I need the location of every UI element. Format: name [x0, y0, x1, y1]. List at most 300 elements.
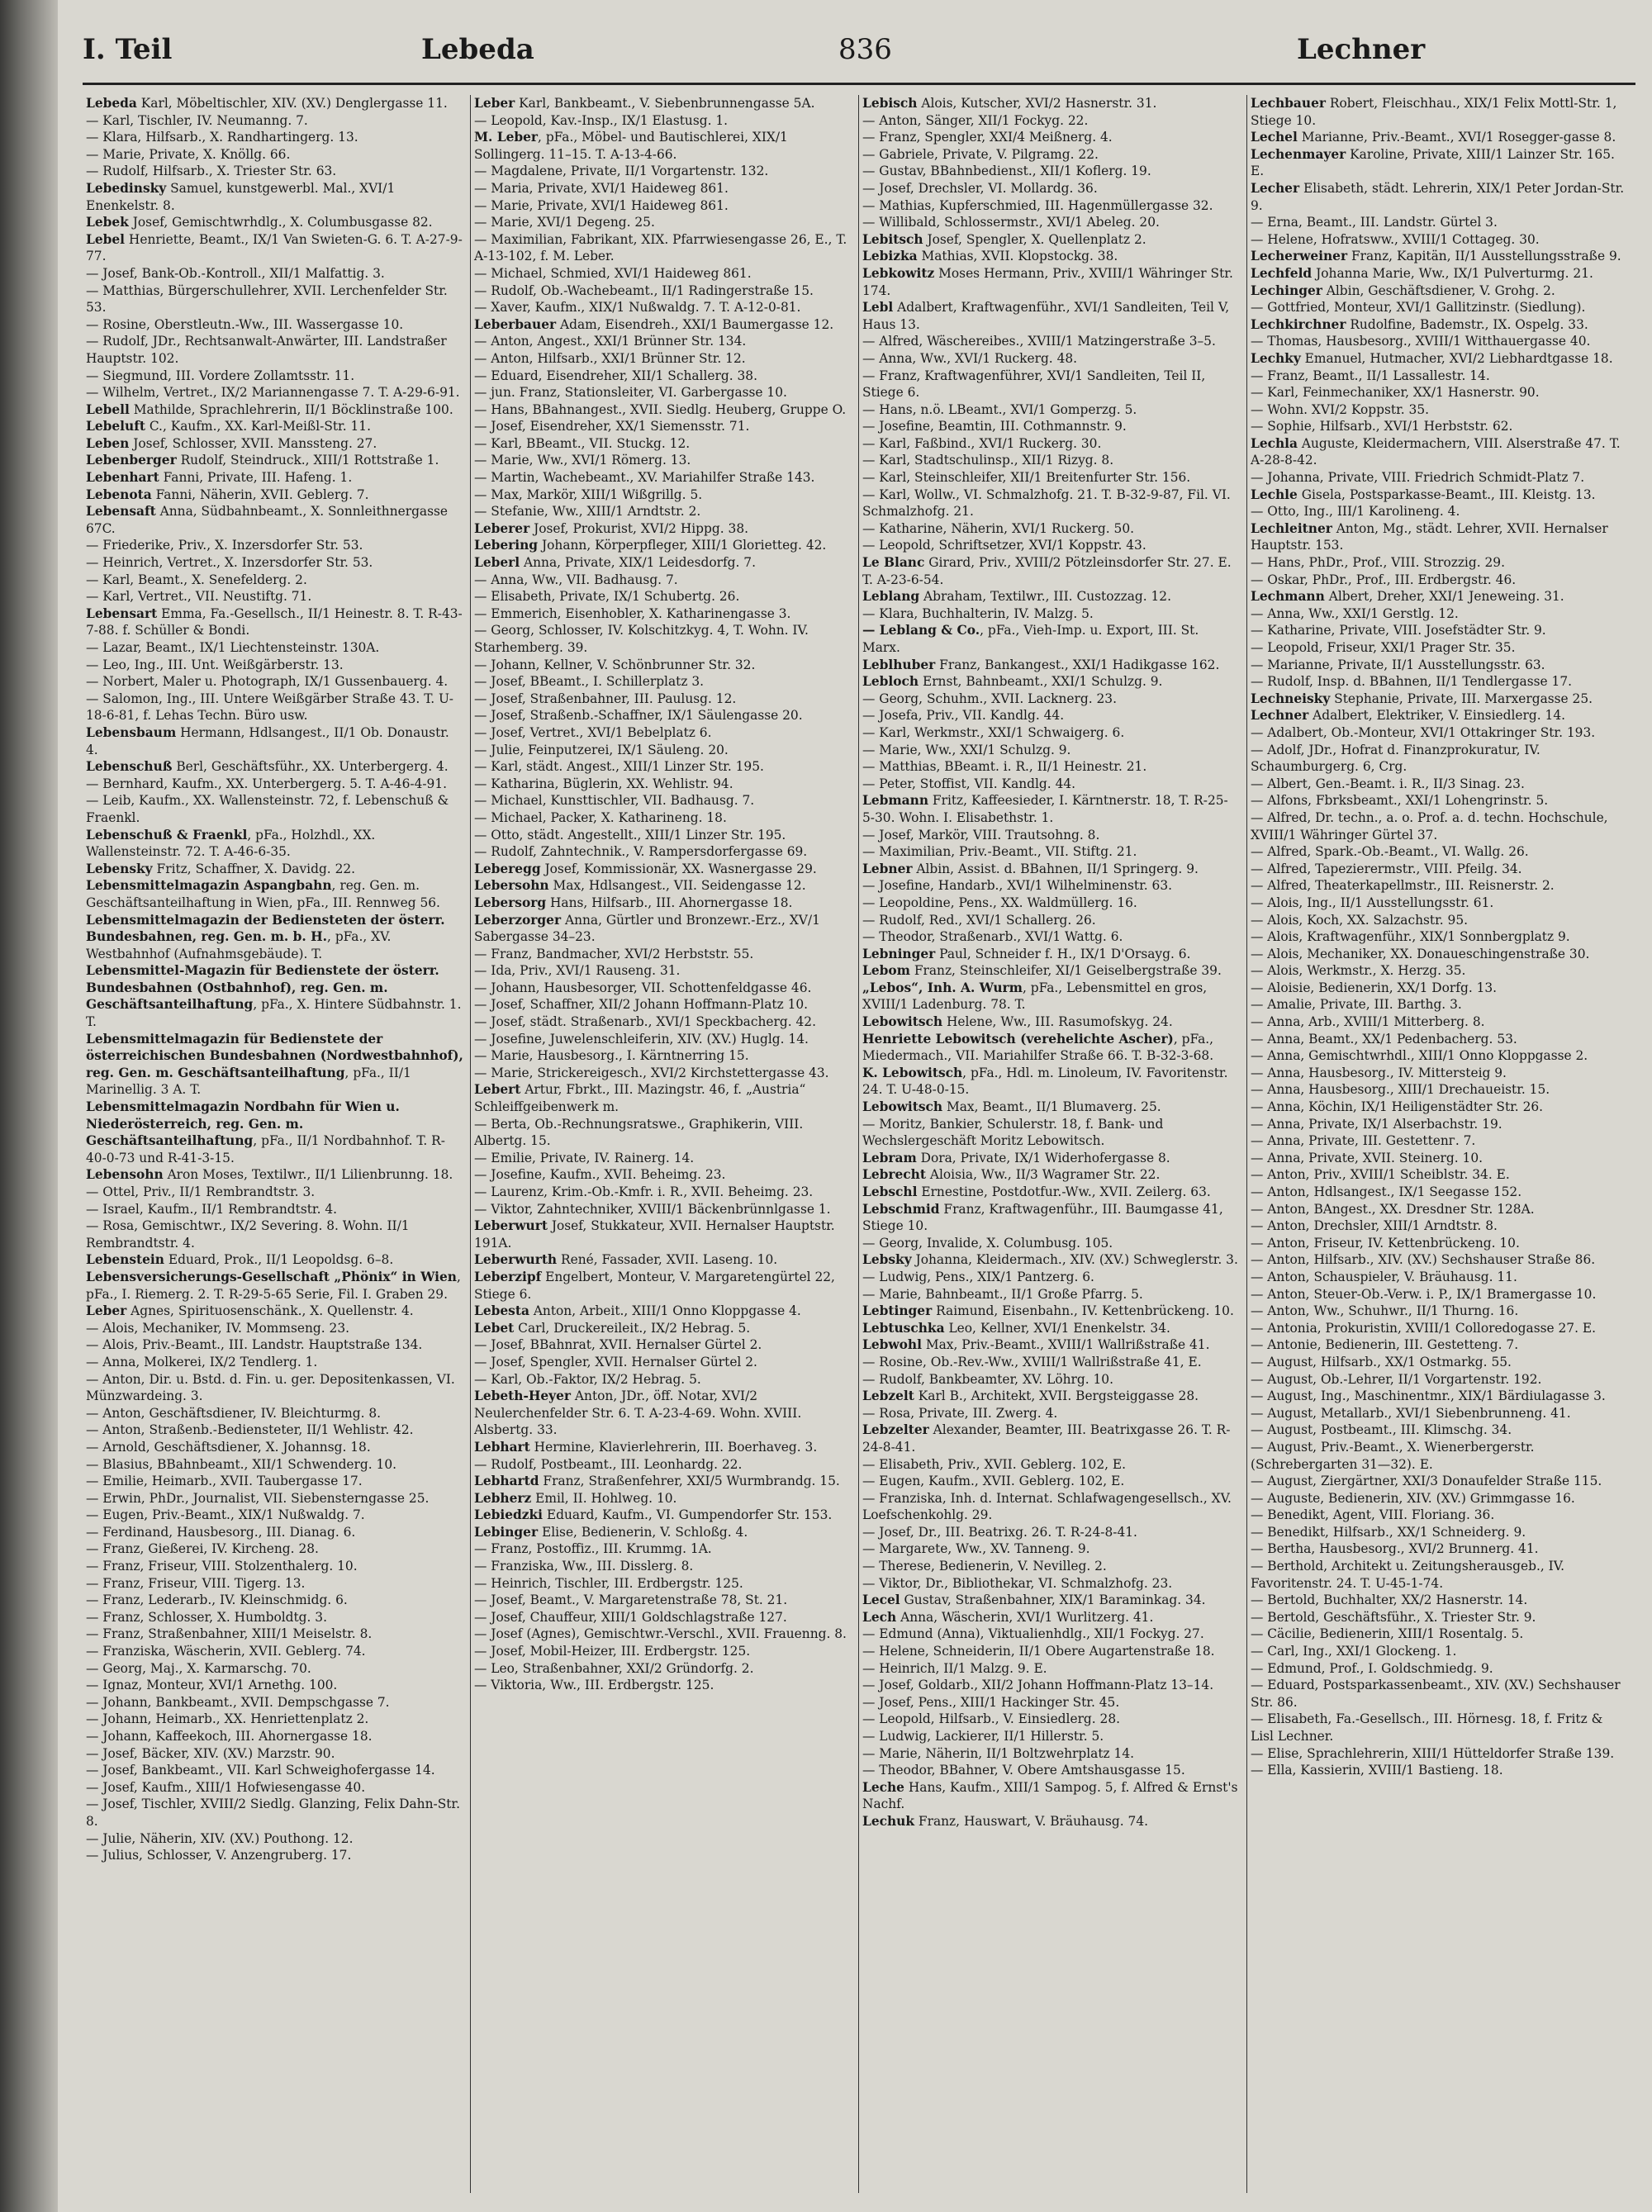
entry-text: Fanni, Private, III. Hafeng. 1. — [159, 470, 353, 486]
entry-text: — Josef, Drechsler, VI. Mollardg. 36. — [862, 180, 1098, 196]
entry-text: — Ferdinand, Hausbesorg., III. Dianag. 6. — [86, 1524, 356, 1540]
entry-text: — Blasius, BBahnbeamt., XII/1 Schwenderg. 10. — [86, 1456, 397, 1472]
entry-text: Aron Moses, Textilwr., II/1 Lilienbrunng. 18. — [163, 1167, 453, 1183]
entry-text: — Rudolf, Ob.-Wachebeamt., II/1 Radingerstraße 15. — [474, 282, 814, 298]
entry-text: — Franz, Lederarb., IV. Kleinschmidg. 6. — [86, 1593, 348, 1608]
directory-entry — [862, 1336, 1240, 1354]
directory-entry — [862, 520, 1240, 538]
directory-entry — [862, 1201, 1240, 1235]
directory-entry — [1251, 1507, 1629, 1524]
directory-entry — [86, 384, 463, 401]
entry-text: — Marie, Private, X. Knöllg. 66. — [86, 146, 291, 162]
entry-heading: Lebenschuß & Fraenkl — [86, 827, 248, 843]
entry-text: — Theodor, BBahner, V. Obere Amtshausgasse 15. — [862, 1763, 1185, 1778]
directory-entry — [474, 724, 852, 742]
directory-entry — [1251, 912, 1629, 929]
entry-text: Anna, Südbahnbeamt., X. Sonnleithnergasse 67C. — [86, 504, 449, 536]
entry-text: Ernestine, Postdotfur.-Ww., XVII. Zeilerg. 63. — [917, 1184, 1211, 1199]
directory-entry — [1251, 1405, 1629, 1422]
directory-entry — [86, 1796, 463, 1830]
directory-entry — [862, 180, 1240, 197]
entry-heading: Leberzipf — [474, 1269, 542, 1284]
entry-text: — Marie, Hausbesorg., I. Kärntnerring 15. — [474, 1048, 749, 1064]
directory-entry — [1251, 1099, 1629, 1116]
directory-entry — [862, 776, 1240, 793]
directory-entry — [474, 776, 852, 793]
directory-entry — [474, 1201, 852, 1218]
entry-text: — Bertha, Hausbesorg., XVI/2 Brunnerg. 41. — [1251, 1541, 1539, 1557]
entry-heading: Lebensmittel-Magazin für Bedienstete der österr. Bundesbahnen (Ostbahnhof), reg. Gen. m. Geschäftsanteilhaftung — [86, 963, 439, 1013]
directory-entry — [1251, 657, 1629, 674]
entry-text: Max, Priv.-Beamt., XVIII/1 Wallrißstraße 41. — [921, 1337, 1210, 1353]
entry-text: — Alois, Mechaniker, XX. Donaueschingenstraße 30. — [1251, 946, 1590, 961]
directory-entry — [862, 299, 1240, 333]
column-2 — [471, 95, 859, 2193]
directory-entry — [1251, 95, 1629, 129]
entry-text: Auguste, Kleidermachern, VIII. Alserstraße 47. T. A-28-8-42. — [1251, 435, 1621, 468]
directory-entry — [86, 1609, 463, 1626]
entry-text: Karl, Möbeltischler, XIV. (XV.) Denglergasse 11. — [136, 96, 448, 111]
entry-text: — Aloisie, Bedienerin, XX/1 Dorfg. 13. — [1251, 980, 1498, 995]
directory-entry — [86, 912, 463, 963]
entry-text: Fritz, Schaffner, X. Davidg. 22. — [152, 861, 356, 876]
entry-text: , pFa., Möbel- und Bautischlerei, XIX/1 Sollingerg. 11–15. T. A-13-4-66. — [474, 130, 788, 162]
directory-entry — [862, 146, 1240, 164]
directory-entry — [862, 1286, 1240, 1303]
directory-entry — [86, 487, 463, 504]
directory-entry — [862, 452, 1240, 469]
entry-text: — Marie, XVI/1 Degeng. 25. — [474, 215, 655, 230]
entry-text: — Emmerich, Eisenhobler, X. Katharinengasse 3. — [474, 605, 791, 621]
directory-entry — [862, 1524, 1240, 1541]
directory-entry — [86, 962, 463, 1030]
directory-entry — [1251, 1371, 1629, 1388]
directory-entry — [1251, 996, 1629, 1013]
entry-heading: Lebinger — [474, 1524, 539, 1540]
directory-entry — [1251, 129, 1629, 146]
entry-text: — Michael, Kunsttischler, VII. Badhausg. 7. — [474, 793, 755, 809]
entry-heading: Leblang — [862, 589, 920, 605]
entry-heading: Lebrecht — [862, 1167, 926, 1183]
directory-entry — [862, 707, 1240, 724]
entry-heading: Lechneisky — [1251, 691, 1331, 706]
directory-entry — [474, 469, 852, 487]
directory-entry — [1251, 1540, 1629, 1558]
entry-text: Artur, Fbrkt., III. Mazingstr. 46, f. „Austria“ Schleiffgeibenwerk m. — [474, 1082, 806, 1115]
entry-text: — Friederike, Priv., X. Inzersdorfer Str. 53. — [86, 538, 363, 553]
directory-entry — [86, 401, 463, 419]
directory-entry — [86, 95, 463, 112]
entry-text: , pFa., Vieh-Imp. u. Export, III. St. Marx. — [862, 623, 1199, 655]
directory-entry — [86, 877, 463, 911]
directory-entry — [86, 1371, 463, 1405]
directory-entry — [474, 843, 852, 861]
directory-entry — [862, 537, 1240, 554]
entry-text: Mathias, XVII. Klopstockg. 38. — [917, 249, 1118, 264]
entry-heading: Lebering — [474, 538, 539, 553]
directory-entry — [474, 1218, 852, 1251]
directory-entry — [474, 1490, 852, 1507]
entry-heading: Lebell — [86, 401, 130, 417]
entry-text: — Franziska, Inh. d. Internat. Schlafwagengesellsch., XV. Loefschenkohlg. 29. — [862, 1490, 1232, 1523]
directory-entry — [1251, 1626, 1629, 1643]
entry-text: — Josef, Bank-Ob.-Kontroll., XII/1 Malfattig. 3. — [86, 265, 385, 281]
directory-entry — [1251, 1047, 1629, 1065]
entry-text: — Siegmund, III. Vordere Zollamtsstr. 11. — [86, 368, 355, 383]
entry-text: — Maria, Private, XVI/1 Haideweg 861. — [474, 180, 729, 196]
entry-text: — Anna, Gemischtwrhdl., XIII/1 Onno Kloppgasse 2. — [1251, 1048, 1588, 1064]
entry-text: — Anna, Private, XVII. Steinerg. 10. — [1251, 1150, 1483, 1165]
entry-text: — Anna, Ww., VII. Badhausg. 7. — [474, 572, 678, 587]
entry-heading: Lecherweiner — [1251, 249, 1348, 264]
directory-entry — [1251, 1524, 1629, 1541]
directory-entry — [1251, 1677, 1629, 1711]
entry-heading: Leberzorger — [474, 912, 562, 928]
entry-text: — jun. Franz, Stationsleiter, VI. Garbergasse 10. — [474, 385, 787, 401]
directory-entry — [86, 1558, 463, 1575]
entry-heading: Lebhartd — [474, 1474, 539, 1489]
entry-text: — Otto, Ing., III/1 Karolineng. 4. — [1251, 504, 1460, 520]
entry-text: — Anton, BAngest., XX. Dresdner Str. 128A. — [1251, 1201, 1535, 1217]
directory-entry — [474, 1081, 852, 1115]
directory-entry — [474, 1660, 852, 1678]
directory-entry — [1251, 487, 1629, 504]
entry-heading: Lebiedzki — [474, 1507, 544, 1523]
entry-text: — Hans, n.ö. LBeamt., XVI/1 Gomperzg. 5. — [862, 401, 1137, 417]
entry-text: — Johann, Kellner, V. Schönbrunner Str. 32. — [474, 657, 756, 672]
directory-entry — [1251, 1643, 1629, 1660]
entry-text: — August, Hilfsarb., XX/1 Ostmarkg. 55. — [1251, 1354, 1512, 1369]
entry-text: — Franz, Beamt., II/1 Lassallestr. 14. — [1251, 368, 1490, 383]
directory-entry — [474, 809, 852, 827]
directory-entry — [474, 792, 852, 809]
directory-entry — [1251, 861, 1629, 878]
directory-entry — [86, 1490, 463, 1507]
entry-text: — Anton, Friseur, IV. Kettenbrückeng. 10. — [1251, 1235, 1520, 1251]
directory-entry — [86, 792, 463, 826]
entry-text: — Anton, Ww., Schuhwr., II/1 Thurng. 16. — [1251, 1303, 1519, 1319]
entry-text: Adalbert, Elektriker, V. Einsiedlerg. 14. — [1308, 708, 1566, 724]
entry-text: — Karl, Vertret., VII. Neustiftg. 71. — [86, 589, 312, 605]
entry-text: — Arnold, Geschäftsdiener, X. Johannsg. 18. — [86, 1439, 371, 1455]
entry-heading: Lebensmittelmagazin Nordbahn für Wien u. Niederösterreich, reg. Gen. m. Geschäftsanteilhaftung — [86, 1099, 400, 1149]
entry-text: — Anna, Private, IX/1 Alserbachstr. 19. — [1251, 1116, 1502, 1132]
directory-entry — [474, 1371, 852, 1388]
entry-text: — Julie, Näherin, XIV. (XV.) Pouthong. 12. — [86, 1830, 354, 1846]
directory-entry — [474, 231, 852, 265]
directory-entry — [1251, 214, 1629, 231]
entry-text: — Leopold, Kav.-Insp., IX/1 Elastusg. 1. — [474, 112, 729, 128]
directory-entry — [1251, 1660, 1629, 1678]
entry-text: Gisela, Postsparkasse-Beamt., III. Kleistg. 13. — [1297, 487, 1596, 502]
entry-heading: Lebom — [862, 963, 910, 979]
directory-entry — [862, 1762, 1240, 1779]
directory-entry — [862, 1779, 1240, 1813]
entry-text: — Elise, Sprachlehrerin, XIII/1 Hütteldorfer Straße 139. — [1251, 1745, 1615, 1761]
directory-entry — [1251, 1336, 1629, 1354]
directory-entry — [474, 1336, 852, 1354]
directory-entry — [862, 350, 1240, 368]
entry-text: — Josef, Markör, VIII. Trautsohng. 8. — [862, 827, 1100, 843]
entry-text: — Antonia, Prokuristin, XVIII/1 Colloredogasse 27. E. — [1251, 1320, 1596, 1336]
directory-entry — [862, 401, 1240, 419]
directory-entry — [862, 691, 1240, 708]
entry-heading: Lebensversicherungs-Gesellschaft „Phönix“ in Wien — [86, 1269, 457, 1284]
directory-entry — [1251, 809, 1629, 843]
directory-entry — [86, 1218, 463, 1251]
entry-heading: Lebkowitz — [862, 265, 935, 281]
directory-entry — [474, 197, 852, 215]
directory-entry — [1251, 520, 1629, 554]
entry-text: — Katharine, Näherin, XVI/1 Ruckerg. 50. — [862, 520, 1134, 536]
directory-entry — [1251, 231, 1629, 249]
entry-text: — Willibald, Schlossermstr., XVI/1 Abeleg. 20. — [862, 215, 1160, 230]
directory-entry — [862, 1609, 1240, 1626]
directory-entry — [862, 1745, 1240, 1763]
entry-text: — Laurenz, Krim.-Ob.-Kmfr. i. R., XVII. Beheimg. 23. — [474, 1184, 814, 1199]
entry-text: — Josef, Eisendreher, XX/1 Siemensstr. 71. — [474, 419, 750, 434]
entry-text: Emanuel, Hutmacher, XVI/2 Liebhardtgasse 18. — [1300, 350, 1613, 366]
directory-entry — [474, 401, 852, 419]
entry-text: Franz, Kapitän, II/1 Ausstellungsstraße 9. — [1347, 249, 1621, 264]
entry-text: — Peter, Stoffist, VII. Kandlg. 44. — [862, 776, 1076, 791]
entry-heading: Lecher — [1251, 180, 1300, 196]
entry-text: — Georg, Maj., X. Karmarschg. 70. — [86, 1660, 311, 1676]
directory-entry — [86, 1626, 463, 1643]
column-3 — [859, 95, 1247, 2193]
entry-text: — Bernhard, Kaufm., XX. Unterbergerg. 5. T. A-46-4-91. — [86, 776, 448, 791]
directory-entry — [1251, 1081, 1629, 1099]
entry-text: — Viktor, Zahntechniker, XVIII/1 Bäckenbrünnlgasse 1. — [474, 1201, 831, 1217]
entry-heading: Lebensmittelmagazin für Bedienstete der österreichischen Bundesbahnen (Nordwestbahnhof), reg. Gen. m. Geschäftsanteilhaftung — [86, 1031, 463, 1080]
directory-entry — [86, 1694, 463, 1711]
directory-entry — [862, 673, 1240, 691]
entry-text: — Alfred, Wäschereibes., XVIII/1 Matzingerstraße 3–5. — [862, 334, 1216, 349]
directory-entry — [862, 1456, 1240, 1474]
directory-entry — [1251, 946, 1629, 963]
directory-entry — [1251, 792, 1629, 809]
entry-text: Eduard, Prok., II/1 Leopoldsg. 6–8. — [164, 1252, 394, 1268]
directory-entry — [474, 657, 852, 674]
entry-text: — Leopold, Friseur, XXI/1 Prager Str. 35. — [1251, 640, 1516, 655]
entry-text: — Josef, Chauffeur, XIII/1 Goldschlagstraße 127. — [474, 1609, 787, 1625]
entry-text: — Rosine, Oberstleutn.-Ww., III. Wassergasse 10. — [86, 316, 404, 332]
entry-heading: Lebensohn — [86, 1167, 164, 1183]
entry-text: — Alois, Werkmstr., X. Herzg. 35. — [1251, 963, 1466, 979]
directory-entry — [86, 1184, 463, 1201]
directory-entry — [862, 1490, 1240, 1524]
entry-text: — Hans, PhDr., Prof., VIII. Strozzig. 29. — [1251, 555, 1505, 571]
entry-text: — Karl, Faßbind., XVI/1 Ruckerg. 30. — [862, 435, 1102, 451]
entry-text: — Karl, Ob.-Faktor, IX/2 Hebrag. 5. — [474, 1371, 701, 1387]
entry-text: — Elisabeth, Private, IX/1 Schubertg. 26. — [474, 589, 740, 605]
entry-text: Paul, Schneider f. H., IX/1 D'Orsayg. 6. — [935, 946, 1191, 961]
entry-text: — Josef, Straßenbahner, III. Paulusg. 12. — [474, 691, 737, 706]
entry-text: Franz, Steinschleifer, XI/1 Geiselbergstraße 39. — [909, 963, 1222, 979]
entry-text: Albert, Dreher, XXI/1 Jeneweing. 31. — [1324, 589, 1564, 605]
entry-text: — Michael, Schmied, XVI/1 Haideweg 861. — [474, 265, 752, 281]
directory-entry — [86, 231, 463, 265]
entry-text: Anton, Mg., städt. Lehrer, XVII. Hernalser Hauptstr. 153. — [1251, 520, 1608, 553]
entry-text: Max, Hdlsangest., VII. Seidengasse 12. — [548, 878, 806, 894]
directory-entry — [862, 912, 1240, 929]
entry-text: Hermann, Hdlsangest., II/1 Ob. Donaustr. 4. — [86, 724, 449, 757]
directory-entry — [474, 265, 852, 282]
directory-entry — [862, 1354, 1240, 1371]
entry-text: Karl, Bankbeamt., V. Siebenbrunnengasse 5A. — [515, 96, 815, 111]
entry-text: Alexander, Beamter, III. Beatrixgasse 26. T. R-24-8-41. — [862, 1422, 1231, 1455]
entry-text: — Anton, Angest., XXI/1 Brünner Str. 134. — [474, 334, 747, 349]
entry-text: — Karl, Werkmstr., XXI/1 Schwaigerg. 6. — [862, 724, 1125, 740]
directory-entry — [1251, 1422, 1629, 1439]
entry-text: — Wilhelm, Vertret., IX/2 Mariannengasse 7. T. A-29-6-91. — [86, 385, 460, 401]
directory-entry — [474, 1524, 852, 1541]
directory-entry — [1251, 691, 1629, 708]
entry-heading: Lechla — [1251, 435, 1298, 451]
entry-text: Anna, Private, XIX/1 Leidesdorfg. 7. — [520, 555, 756, 571]
directory-entry — [1251, 418, 1629, 435]
entry-text: — Marie, Private, XVI/1 Haideweg 861. — [474, 197, 729, 213]
entry-text: — Bertold, Geschäftsführ., X. Triester Str. 9. — [1251, 1609, 1536, 1625]
directory-entry — [862, 1099, 1240, 1116]
entry-text: Agnes, Spirituosenschänk., X. Quellenstr. 4. — [126, 1303, 414, 1319]
entry-text: Stephanie, Private, III. Marxergasse 25. — [1330, 691, 1593, 706]
entry-text: Josef, Gemischtwrhdlg., X. Columbusgasse 82. — [128, 215, 433, 230]
directory-entry — [1251, 180, 1629, 214]
entry-heading: Lebeth-Heyer — [474, 1388, 572, 1404]
entry-text: Hans, Hilfsarb., III. Ahornergasse 18. — [546, 895, 793, 910]
entry-text: Abraham, Textilwr., III. Custozzag. 12. — [919, 589, 1171, 605]
directory-entry — [86, 639, 463, 657]
directory-entry — [86, 1405, 463, 1422]
entry-text: Ernst, Bahnbeamt., XXI/1 Schulzg. 9. — [919, 674, 1163, 690]
directory-entry — [86, 1711, 463, 1728]
entry-heading: Lechinger — [1251, 282, 1322, 298]
directory-entry — [862, 333, 1240, 350]
directory-entry — [1251, 1745, 1629, 1763]
directory-entry — [862, 1031, 1240, 1065]
directory-entry — [474, 1065, 852, 1082]
entry-text: — Oskar, PhDr., Prof., III. Erdbergstr. 46. — [1251, 572, 1517, 587]
entry-text: — Karl, Wollw., VI. Schmalzhofg. 21. T. B-32-9-87, Fil. VI. Schmalzhofg. 21. — [862, 487, 1231, 520]
directory-entry — [474, 554, 852, 572]
directory-entry — [86, 1847, 463, 1864]
entry-text: Josef, Kommissionär, XX. Wasnergasse 29. — [540, 861, 817, 876]
directory-entry — [1251, 1116, 1629, 1133]
entry-text: Helene, Ww., III. Rasumofskyg. 24. — [942, 1014, 1173, 1030]
entry-text: — Josef, Vertret., XVI/1 Bebelplatz 6. — [474, 724, 712, 740]
directory-entry — [474, 707, 852, 724]
entry-text: Johann, Körperpfleger, XIII/1 Glorietteg. 42. — [538, 538, 827, 553]
directory-entry — [1251, 368, 1629, 385]
entry-text: — Ida, Priv., XVI/1 Rauseng. 31. — [474, 963, 681, 979]
entry-heading: Lebisch — [862, 96, 918, 111]
directory-entry — [1251, 928, 1629, 946]
directory-entry — [86, 282, 463, 316]
entry-text: — Anna, Hausbesorg., IV. Mittersteig 9. — [1251, 1065, 1507, 1080]
directory-entry — [1251, 1201, 1629, 1218]
directory-entry — [862, 1405, 1240, 1422]
entry-text: — Erna, Beamt., III. Landstr. Gürtel 3. — [1251, 215, 1498, 230]
directory-entry — [1251, 605, 1629, 623]
directory-entry — [862, 1813, 1240, 1830]
entry-text: — Alois, Priv.-Beamt., III. Landstr. Hauptstraße 134. — [86, 1337, 423, 1353]
entry-text: Alois, Kutscher, XVI/2 Hasnerstr. 31. — [917, 96, 1157, 111]
directory-entry — [862, 1013, 1240, 1031]
directory-entry — [1251, 1609, 1629, 1626]
entry-text: — Josef, Bankbeamt., VII. Karl Schweighofergasse 14. — [86, 1763, 435, 1778]
directory-entry — [86, 827, 463, 861]
entry-text: — Amalie, Private, III. Barthg. 3. — [1251, 997, 1462, 1013]
entry-text: — Berthold, Architekt u. Zeitungsherausgeb., IV. Favoritenstr. 24. T. U-45-1-74. — [1251, 1559, 1565, 1591]
entry-text: — Helene, Hofratsww., XVIII/1 Cottageg. 30. — [1251, 231, 1540, 247]
directory-entry — [862, 248, 1240, 265]
entry-text: — Heinrich, Vertret., X. Inzersdorfer Str. 53. — [86, 555, 373, 571]
directory-entry — [86, 1201, 463, 1218]
entry-text: — August, Ing., Maschinentmr., XIX/1 Bärdiulagasse 3. — [1251, 1388, 1606, 1404]
directory-entry — [1251, 316, 1629, 334]
entry-text: — Julius, Schlosser, V. Anzengruberg. 17. — [86, 1848, 352, 1863]
entry-heading: Lebensbaum — [86, 724, 177, 740]
entry-text: — Leopold, Hilfsarb., V. Einsiedlerg. 28. — [862, 1711, 1121, 1727]
directory-entry — [1251, 877, 1629, 895]
directory-entry — [86, 214, 463, 231]
entry-text: — Ella, Kassierin, XVIII/1 Bastieng. 18. — [1251, 1763, 1503, 1778]
entry-text: Gustav, Straßenbahner, XIX/1 Baraminkag. 34. — [900, 1593, 1206, 1608]
entry-text: — Leopold, Schriftsetzer, XVI/1 Koppstr. 43. — [862, 538, 1146, 553]
directory-entry — [1251, 895, 1629, 912]
entry-text: — Alfred, Tapezierermstr., VIII. Pfeilg. 34. — [1251, 861, 1522, 876]
entry-text: — Helene, Schneiderin, II/1 Obere Augartenstraße 18. — [862, 1644, 1215, 1659]
entry-heading: Lebschmid — [862, 1201, 940, 1217]
directory-entry — [1251, 1303, 1629, 1320]
directory-entry — [862, 946, 1240, 963]
entry-text: — Anna, Molkerei, IX/2 Tendlerg. 1. — [86, 1354, 318, 1369]
entry-heading: Lebenberger — [86, 453, 177, 468]
entry-text: René, Fassader, XVII. Laseng. 10. — [557, 1252, 778, 1268]
directory-entry — [862, 792, 1240, 826]
header-part: I. Teil — [83, 33, 173, 66]
entry-text: — Franz, Spengler, XXI/4 Meißnerg. 4. — [862, 130, 1113, 145]
directory-entry — [862, 622, 1240, 656]
entry-text: Albin, Geschäftsdiener, V. Grohg. 2. — [1322, 282, 1555, 298]
directory-entry — [862, 265, 1240, 299]
entry-heading: Lebenhart — [86, 470, 159, 486]
entry-text: — Josefine, Handarb., XVI/1 Wilhelminenstr. 63. — [862, 878, 1173, 894]
entry-text: — Marianne, Private, II/1 Ausstellungsstr. 63. — [1251, 657, 1545, 672]
entry-heading: Leben — [86, 435, 130, 451]
entry-heading: Lebek — [86, 215, 129, 230]
entry-text: — Alfred, Theaterkapellmstr., III. Reisnerstr. 2. — [1251, 878, 1555, 894]
entry-heading: Lebensart — [86, 605, 158, 621]
directory-entry — [862, 1388, 1240, 1405]
entry-text: — Eugen, Kaufm., XVII. Geblerg. 102, E. — [862, 1474, 1125, 1489]
directory-entry — [86, 1099, 463, 1166]
directory-entry — [86, 1166, 463, 1184]
entry-text: — Moritz, Bankier, Schulerstr. 18, f. Bank- und Wechslergeschäft Moritz Lebowitsch. — [862, 1116, 1164, 1149]
entry-text: — Eduard, Postsparkassenbeamt., XIV. (XV.) Sechshauser Str. 86. — [1251, 1678, 1621, 1710]
entry-heading: Lech — [862, 1609, 897, 1625]
entry-text: Eduard, Kaufm., VI. Gumpendorfer Str. 153. — [543, 1507, 833, 1523]
entry-text: — Franz, Bandmacher, XVI/2 Herbststr. 55. — [474, 946, 754, 961]
directory-entry — [862, 554, 1240, 588]
entry-text: — Israel, Kaufm., II/1 Rembrandtstr. 4. — [86, 1201, 338, 1217]
entry-text: — Ignaz, Monteur, XVI/1 Arnethg. 100. — [86, 1678, 338, 1693]
directory-entry — [1251, 1490, 1629, 1507]
entry-text: — Norbert, Maler u. Photograph, IX/1 Gussenbauerg. 4. — [86, 674, 449, 690]
entry-text: — Josef, Pens., XIII/1 Hackinger Str. 45. — [862, 1694, 1120, 1710]
entry-text: — Anna, Ww., XVI/1 Ruckerg. 48. — [862, 350, 1078, 366]
